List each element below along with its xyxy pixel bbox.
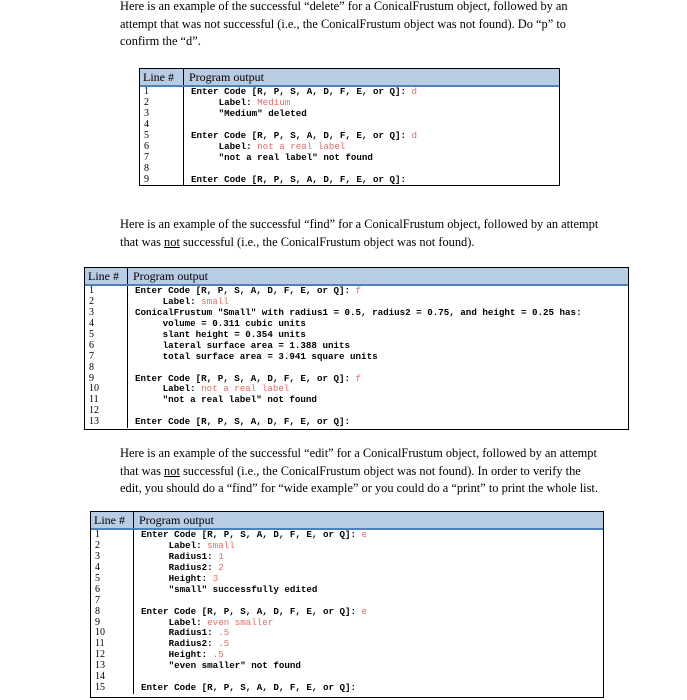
output-text: Label:	[135, 383, 202, 395]
line-number: 6	[144, 140, 149, 152]
output-column	[128, 286, 582, 428]
line-number: 9	[95, 616, 100, 628]
output-text: Enter Code [R, P, S, A, D, F, E, or Q]:	[135, 372, 356, 384]
line-number: 4	[95, 561, 100, 573]
output-text: Label:	[191, 140, 258, 152]
user-input: .5	[218, 638, 230, 650]
line-number: 2	[95, 539, 100, 551]
user-input: f	[355, 285, 362, 296]
user-input: e	[361, 529, 368, 540]
line-number: 3	[89, 306, 94, 318]
line-number: 12	[89, 405, 99, 417]
output-text: Enter Code [R, P, S, A, D, F, E, or Q]:	[141, 605, 362, 617]
line-number: 7	[144, 151, 149, 163]
output-line	[191, 153, 417, 164]
output-line	[135, 352, 582, 363]
line-number: 7	[95, 594, 100, 606]
find-intro: Here is an example of the successful “find” for a ConicalFrustum object, followed by an attempt that was not successful (i.e., the ConicalFrustum object was not found).	[120, 217, 599, 249]
line-number: 13	[89, 416, 99, 428]
output-text: "not a real label" not found	[191, 151, 373, 163]
output-line	[191, 109, 417, 120]
table-header	[140, 69, 559, 87]
line-number: 14	[95, 671, 105, 683]
line-number: 8	[144, 162, 149, 174]
output-text: Label:	[141, 616, 208, 628]
output-text: Radius2:	[141, 638, 219, 650]
output-text: Label:	[191, 96, 258, 108]
line-number: 10	[95, 627, 105, 639]
output-column	[184, 87, 417, 185]
output-text: Radius1:	[141, 627, 219, 639]
user-input: small	[207, 539, 235, 551]
program-output-header: Program output	[139, 513, 214, 527]
user-input: d	[411, 129, 418, 141]
edit-output-table	[90, 511, 604, 698]
line-number: 8	[95, 605, 100, 617]
line-number: 3	[95, 550, 100, 562]
line-number-header: Line #	[140, 69, 184, 85]
table-header	[85, 268, 628, 286]
output-text: "not a real label" not found	[135, 394, 317, 406]
line-number-column	[140, 87, 184, 185]
line-number-column	[85, 286, 128, 428]
user-input: f	[355, 372, 362, 384]
output-text: Enter Code [R, P, S, A, D, F, E, or Q]:	[141, 529, 362, 540]
output-text: Height:	[141, 572, 213, 584]
line-number: 10	[89, 383, 99, 395]
line-number: 5	[95, 572, 100, 584]
line-number: 3	[144, 107, 149, 119]
output-text: Enter Code [R, P, S, A, D, F, E, or Q]:	[141, 682, 357, 694]
line-number-header: Line #	[91, 512, 134, 528]
find-output-table	[84, 267, 629, 430]
line-number: 4	[144, 118, 149, 130]
line-number: 9	[144, 173, 149, 185]
output-line	[141, 661, 367, 672]
user-input: d	[411, 86, 418, 97]
user-input: not a real label	[257, 140, 346, 152]
output-text: Enter Code [R, P, S, A, D, F, E, or Q]:	[191, 173, 407, 185]
line-number-header: Line #	[85, 268, 128, 284]
line-number: 1	[89, 285, 94, 296]
user-input: .5	[212, 649, 224, 661]
program-output-header: Program output	[133, 269, 208, 283]
line-number: 2	[144, 96, 149, 108]
user-input: e	[361, 605, 368, 617]
output-text: total surface area = 3.941 square units	[135, 350, 378, 362]
line-number: 11	[95, 638, 105, 650]
output-text: "Medium" deleted	[191, 107, 307, 119]
program-output-header: Program output	[189, 70, 264, 84]
output-text: "small" successfully edited	[141, 583, 318, 595]
line-number-column	[91, 530, 134, 694]
line-number: 11	[89, 394, 99, 406]
user-input: 3	[212, 572, 219, 584]
output-text: Label:	[141, 539, 208, 551]
output-text: Label:	[135, 295, 202, 307]
output-text: Enter Code [R, P, S, A, D, F, E, or Q]:	[191, 129, 412, 141]
line-number: 8	[89, 361, 94, 373]
line-number: 7	[89, 350, 94, 362]
output-text: "even smaller" not found	[141, 660, 301, 672]
output-column	[134, 530, 367, 694]
output-text: lateral surface area = 1.388 units	[135, 339, 351, 351]
line-number: 15	[95, 682, 105, 694]
output-text: Enter Code [R, P, S, A, D, F, E, or Q]:	[135, 416, 351, 428]
output-text: Enter Code [R, P, S, A, D, F, E, or Q]:	[135, 285, 356, 296]
user-input: .5	[218, 627, 230, 639]
output-line	[141, 585, 367, 596]
line-number: 1	[144, 86, 149, 97]
output-line	[135, 417, 582, 428]
line-number: 6	[89, 339, 94, 351]
output-line	[191, 175, 417, 186]
output-text: volume = 0.311 cubic units	[135, 317, 306, 329]
line-number: 1	[95, 529, 100, 540]
table-header	[91, 512, 603, 530]
line-number: 9	[89, 372, 94, 384]
line-number: 4	[89, 317, 94, 329]
output-text: slant height = 0.354 units	[135, 328, 306, 340]
delete-output-table	[139, 68, 560, 186]
line-number: 12	[95, 649, 105, 661]
output-text: Height:	[141, 649, 213, 661]
line-number: 2	[89, 295, 94, 307]
line-number: 6	[95, 583, 100, 595]
line-number: 13	[95, 660, 105, 672]
edit-intro: Here is an example of the successful “edit” for a ConicalFrustum object, followed by an attempt that was not successful (i.e., the ConicalFrustum object was not found). In order to verify the edit, you should do a “find” for “wide example” or you could do a “print” to print the whole list.	[120, 446, 598, 495]
line-number: 5	[144, 129, 149, 141]
user-input: 1	[218, 550, 224, 562]
user-input: small	[201, 295, 229, 307]
output-line	[141, 683, 367, 694]
line-number: 5	[89, 328, 94, 340]
output-text: Radius2:	[141, 561, 219, 573]
output-text: Radius1:	[141, 550, 219, 562]
output-line	[135, 395, 582, 406]
user-input: 2	[218, 561, 224, 573]
output-text: ConicalFrustum "Small" with radius1 = 0.5, radius2 = 0.75, and height = 0.25 has:	[135, 306, 582, 318]
user-input: not a real label	[201, 383, 290, 395]
user-input: even smaller	[207, 616, 274, 628]
user-input: Medium	[257, 96, 291, 108]
delete-intro: Here is an example of the successful “delete” for a ConicalFrustum object, followed by an attempt that was not successful (i.e., the ConicalFrustum object was not found). Do “p” to confirm the “d”.	[120, 0, 568, 48]
output-text: Enter Code [R, P, S, A, D, F, E, or Q]:	[191, 86, 412, 97]
